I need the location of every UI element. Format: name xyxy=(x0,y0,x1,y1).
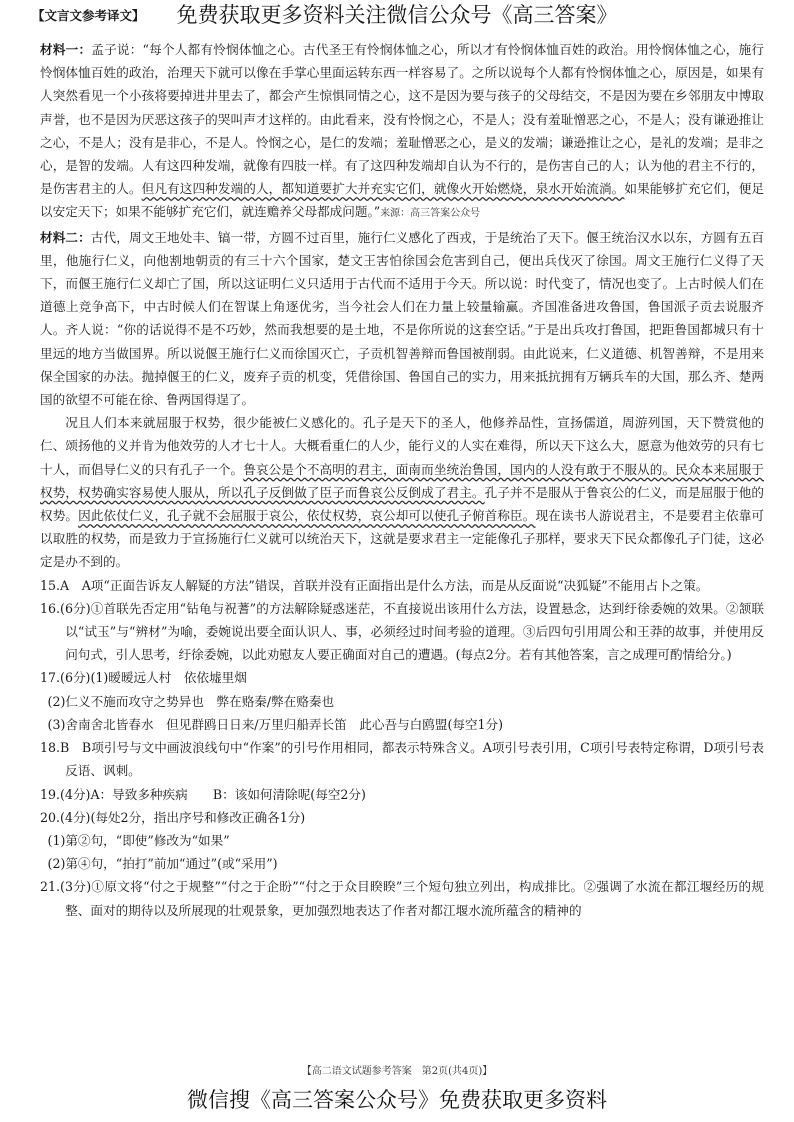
material-2-underlined-2: 因此依仗仁义，孔子就不会屈服于哀公，依仗权势，哀公却可以使孔子俯首称臣。 xyxy=(78,508,536,524)
material-1-label: 材料一： xyxy=(40,42,92,57)
material-1-underlined: 但凡有这四种发端的人，都知道要扩大并充实它们，就像火开始燃烧，泉水开始流淌。 xyxy=(141,181,625,197)
document-body xyxy=(40,38,764,922)
answer-21: 21.(3分)①原文将“付之于规整”“付之于企盼”“付之于众目睽睽”三个短句独立列出，构成排比。②强调了水流在都江堰经历的规整、面对的期待以及所展现的壮观景象，更加强烈地表达了作者对都江堰水流所蕴含的精神的 xyxy=(40,879,764,918)
answer-15: 15.A A项“正面告诉友人解疑的方法”错误，首联并没有正面指出是什么方法，而是从反面说“决狐疑”不能用占卜之策。 xyxy=(40,577,709,593)
top-banner: 免费获取更多资料关注微信公众号《高三答案》 xyxy=(176,3,618,27)
material-2-paragraph xyxy=(40,226,764,412)
material-2-text-2c: 现在读书人游说君主，不是要君主依靠可以取胜的权势，而是致力于宣扬施行仁义就可以统治天下，这就是要求君主一定能像孔子那样，要求天下民众都像孔子门徒，这必定是办不到的。 xyxy=(40,508,765,570)
answer-20-1: (1)第②句，“即使”修改为“如果” xyxy=(47,832,230,848)
material-2-text: 古代，周文王地处丰、镐一带，方圆不过百里，施行仁义感化了西戎，于是统治了天下。偃王统治汉水以东，方圆有五百里，他施行仁义，向他割地朝贡的有三十六个国家，楚文王害怕徐国会危害到自己，便出兵伐灭了徐国。周文王施行仁义得了天下，而偃王施行仁义却亡了国，所以这证明仁义只适用于古代而不适用于今天。所以说：时代变了，情况也变了。上古时候人们在道德上竞争高下，中古时候人们在智谋上角逐优劣，当今社会人们在力量上较量输赢。齐国准备进攻鲁国，鲁国派子贡去说服齐人。齐人说：“你的话说得不是不巧妙，然而我想要的是土地，不是你所说的这套空话。”于是出兵攻打鲁国，把距鲁国都城只有十里远的地方当做国界。所以说偃王施行仁义而徐国灭亡，子贡机智善辩而鲁国被削弱。由此说来，仁义道德、机智善辩，不是用来保全国家的办法。抛掉偃王的仁义，废弃子贡的机变，凭借徐国、鲁国自己的实力，用来抵抗拥有万辆兵车的大国，那么齐、楚两国的欲望不可能在徐、鲁两国得逞了。 xyxy=(40,229,765,408)
material-1-paragraph xyxy=(40,38,764,226)
material-2-underlined-1: 鲁哀公是个不高明的君主，面南而坐统治鲁国，国内的人没有敢于不服从的。民众本来屈服于权势，权势确实容易使人服从，所以孔子反倒做了臣子而鲁哀公反倒成了君主。 xyxy=(40,461,765,500)
page-footer-note: 【高二语文试题参考答案 第2页(共4页)】 xyxy=(301,1066,493,1077)
material-2-text-2b: 孔子并不是服从于鲁哀公的仁义，而是屈服于他的权势。 xyxy=(40,484,765,524)
answer-20-2: (2)第④句，“拍打”前加“通过”(或“采用”) xyxy=(47,856,278,872)
material-2-text-2a: 况且人们本来就屈服于权势，很少能被仁义感化的。孔子是天下的圣人，他修养品性，宣扬儒道，周游列国，天下赞赏他的仁、颂扬他的义并肯为他效劳的人才七十人。大概看重仁的人少，能行义的人实在难得，所以天下这么大，愿意为他效劳的只有七十人，而倡导仁义的只有孔子一个。 xyxy=(40,415,764,477)
answer-17: 17.(6分)(1)暧暧远人村 依依墟里烟 xyxy=(40,670,247,686)
material-2-label: 材料二： xyxy=(40,229,91,245)
section-tag: 【文言文参考译文】 xyxy=(32,8,145,23)
answer-19: 19.(4分)A：导致多种疾病 B：该如何清除呢(每空2分) xyxy=(40,786,366,802)
source-note: 来源：高三答案公众号 xyxy=(380,208,481,220)
answer-16: 16.(6分)①首联先否定用“钻龟与祝蓍”的方法解除疑惑迷茫，不直接说出该用什么方法，设置悬念，达到纡徐委婉的效果。②颔联以“试玉”与“辨材”为喻，委婉说出要全面认识人、事，必须经过时间考验的道理。③后四句引用周公和王莽的故事，并使用反问句式，引人思考，纡徐委婉，以此劝慰友人要正确面对自己的遭遇。(每点2分。若有其他答案，言之成理可酌情给分。) xyxy=(40,600,764,663)
answer-17-2: (2)仁义不施而攻守之势异也 弊在赂秦/弊在赂秦也 xyxy=(47,693,335,709)
answer-17-3: (3)舍南舍北皆春水 但见群鸥日日来/万里归船弄长笛 此心吾与白鸥盟(每空1分) xyxy=(47,716,504,732)
material-1-text: 孟子说：“每个人都有怜悯体恤之心。古代圣王有怜悯体恤之心，所以才有怜悯体恤百姓的政治。用怜悯体恤之心，施行怜悯体恤百姓的政治，治理天下就可以像在手掌心里面运转东西一样容易了。之所以说每个人都有怜悯体恤之心，原因是，如果有人突然看见一个小孩将要掉进井里去了，都会产生惊惧同情之心，这不是因为要与孩子的父母结交，不是因为要在乡邻朋友中博取声誉，也不是因为厌恶这孩子的哭叫声才这样的。由此看来，没有怜悯之心，不是人；没有羞耻憎恶之心，不是人；没有谦逊推让之心，不是人；没有是非心，不是人。怜悯之心，是仁的发端；羞耻憎恶之心，是义的发端；谦逊推让之心，是礼的发端；是非之心，是智的发端。人有这四种发端，就像有四肢一样。有了这四种发端却自认为不行的，是伤害自己的人；认为他的君主不行的，是伤害君主的人。 xyxy=(40,42,764,197)
material-2-paragraph-2 xyxy=(40,411,764,573)
bottom-banner: 微信搜《高三答案公众号》免费获取更多资料 xyxy=(187,1088,607,1112)
answer-20: 20.(4分)(每处2分，指出序号和修改正确各1分) xyxy=(40,809,306,825)
answer-18: 18.B B项引号与文中画波浪线句中“作案”的引号作用相同，都表示特殊含义。A项引号表引用，C项引号表特定称谓，D项引号表反语、讽刺。 xyxy=(40,740,764,779)
material-1-text-end: 如果能够扩充它们，便足以安定天下；如果不能够扩充它们，就连赡养父母都成问题。” xyxy=(40,181,765,220)
